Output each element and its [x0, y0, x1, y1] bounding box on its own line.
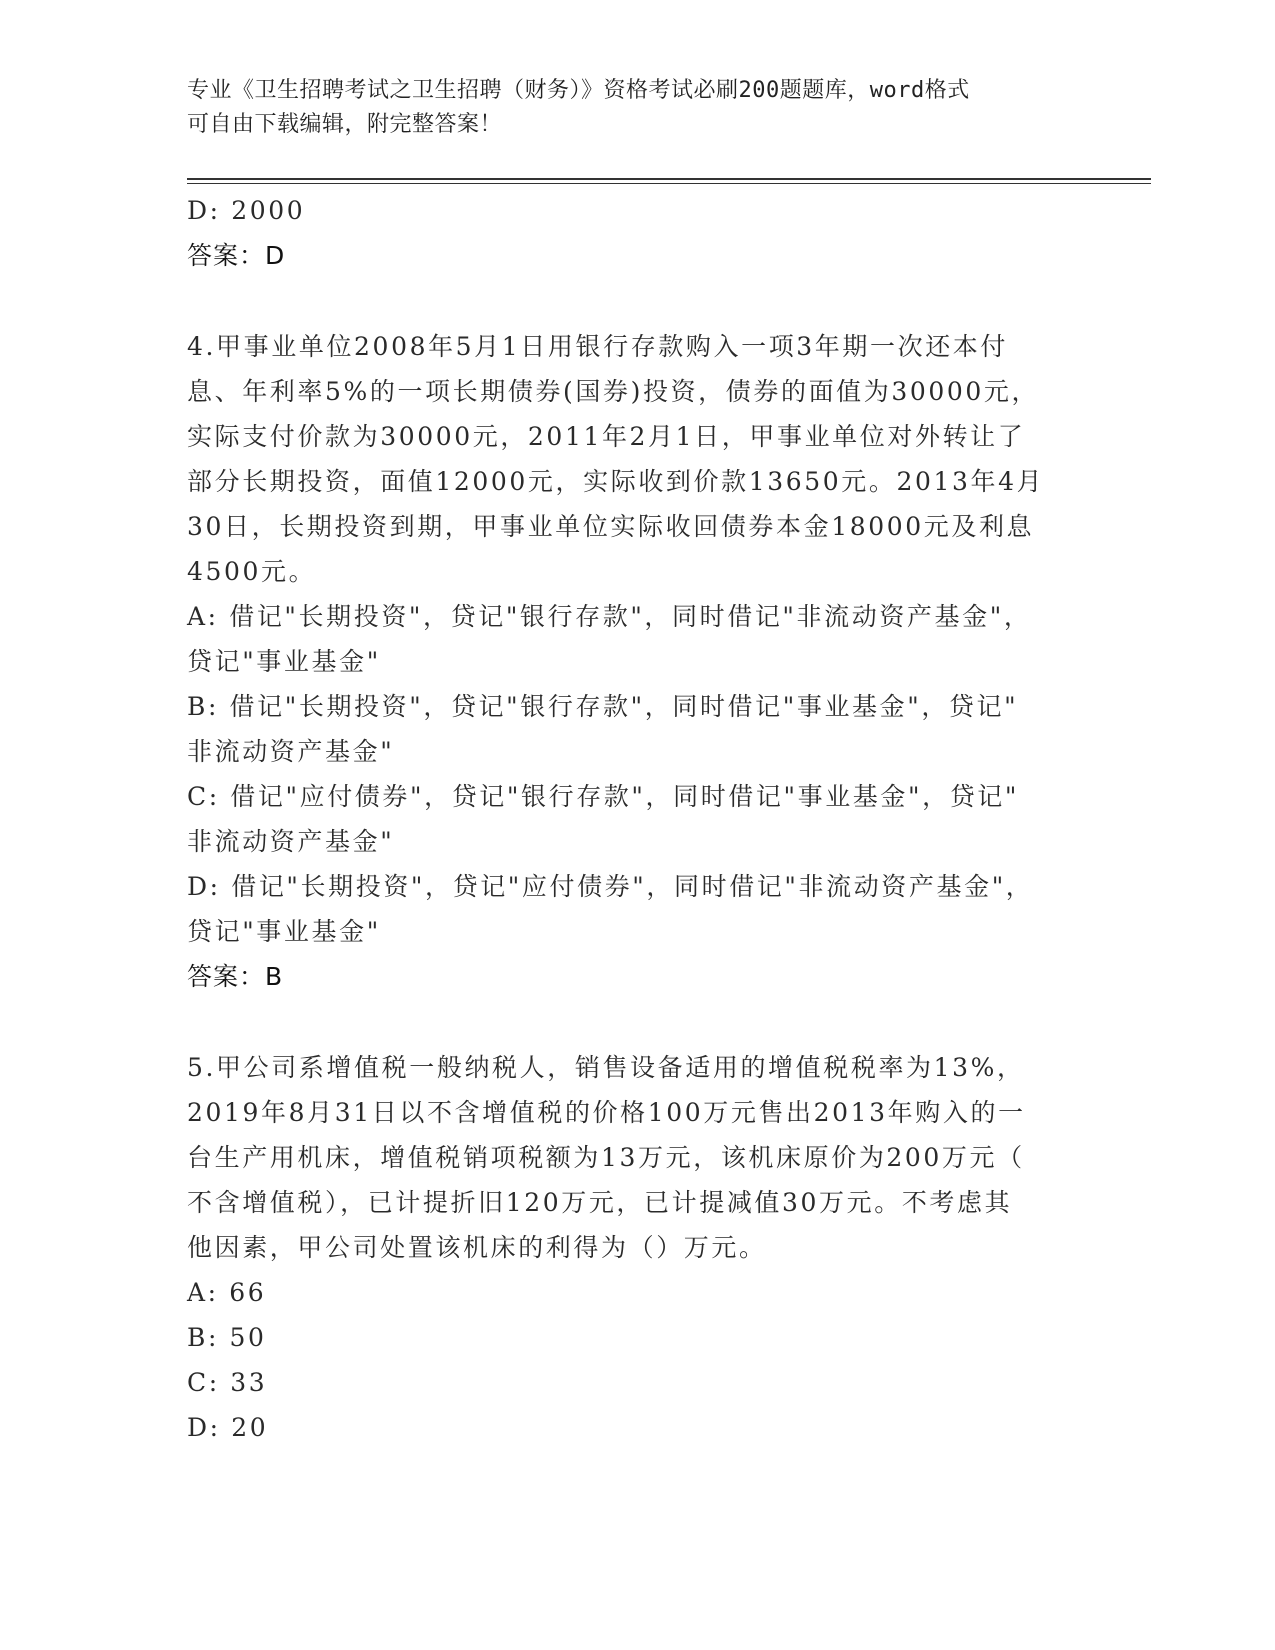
- document-body: [187, 188, 1087, 1450]
- option-d: D: 借记"长期投资"，贷记"应付债券"，同时借记"非流动资产基金"，: [187, 872, 1034, 901]
- previous-question-tail: [187, 188, 1087, 278]
- spacer: [187, 999, 1087, 1045]
- question-stem-line: 息、年利率5%的一项长期债券(国券)投资，债券的面值为30000元，: [187, 377, 1040, 406]
- option-a: A: 66: [187, 1278, 267, 1307]
- option-d-continued: 贷记"事业基金": [187, 917, 381, 946]
- question-stem-line: 30日，长期投资到期，甲事业单位实际收回债券本金18000元及利息: [187, 512, 1035, 541]
- question-stem-line: 台生产用机床，增值税销项税额为13万元，该机床原价为200万元（: [187, 1143, 1025, 1172]
- spacer: [187, 278, 1087, 324]
- option-d: D: 20: [187, 1413, 269, 1442]
- option-b: B: 50: [187, 1323, 267, 1352]
- option-b: B: 借记"长期投资"，贷记"银行存款"，同时借记"事业基金"，贷记": [187, 692, 1019, 721]
- answer-label: 答案：D: [187, 241, 286, 270]
- question-stem-line: 部分长期投资，面值12000元，实际收到价款13650元。2013年4月: [187, 467, 1045, 496]
- option-b-continued: 非流动资产基金": [187, 737, 395, 766]
- question-stem-line: 不含增值税），已计提折旧120万元，已计提减值30万元。不考虑其: [187, 1188, 1013, 1217]
- header-divider-thin: [187, 183, 1151, 184]
- option-c-continued: 非流动资产基金": [187, 827, 395, 856]
- question-stem-line: 5.甲公司系增值税一般纳税人，销售设备适用的增值税税率为13%，: [187, 1053, 1025, 1082]
- question-stem-line: 4.甲事业单位2008年5月1日用银行存款购入一项3年期一次还本付: [187, 332, 1008, 361]
- answer-label: 答案：B: [187, 962, 284, 991]
- header-divider-thick: [187, 178, 1151, 180]
- question-stem-line: 4500元。: [187, 557, 317, 586]
- question-4: [187, 324, 1087, 999]
- option-c: C: 33: [187, 1368, 268, 1397]
- question-stem-line: 2019年8月31日以不含增值税的价格100万元售出2013年购入的一: [187, 1098, 1026, 1127]
- header-title-line-2: 可自由下载编辑，附完整答案！: [187, 112, 503, 137]
- question-stem-line: 实际支付价款为30000元，2011年2月1日，甲事业单位对外转让了: [187, 422, 1026, 451]
- option-a-continued: 贷记"事业基金": [187, 647, 381, 676]
- option-a: A: 借记"长期投资"，贷记"银行存款"，同时借记"非流动资产基金"，: [187, 602, 1032, 631]
- option-c: C: 借记"应付债券"，贷记"银行存款"，同时借记"事业基金"，贷记": [187, 782, 1019, 811]
- question-5: [187, 1045, 1087, 1450]
- header-title-line-1: 专业《卫生招聘考试之卫生招聘（财务）》资格考试必刷200题题库，word格式: [187, 78, 970, 103]
- option-d: D: 2000: [187, 196, 306, 225]
- question-stem-line: 他因素，甲公司处置该机床的利得为（）万元。: [187, 1233, 767, 1262]
- document-header: [187, 74, 1067, 142]
